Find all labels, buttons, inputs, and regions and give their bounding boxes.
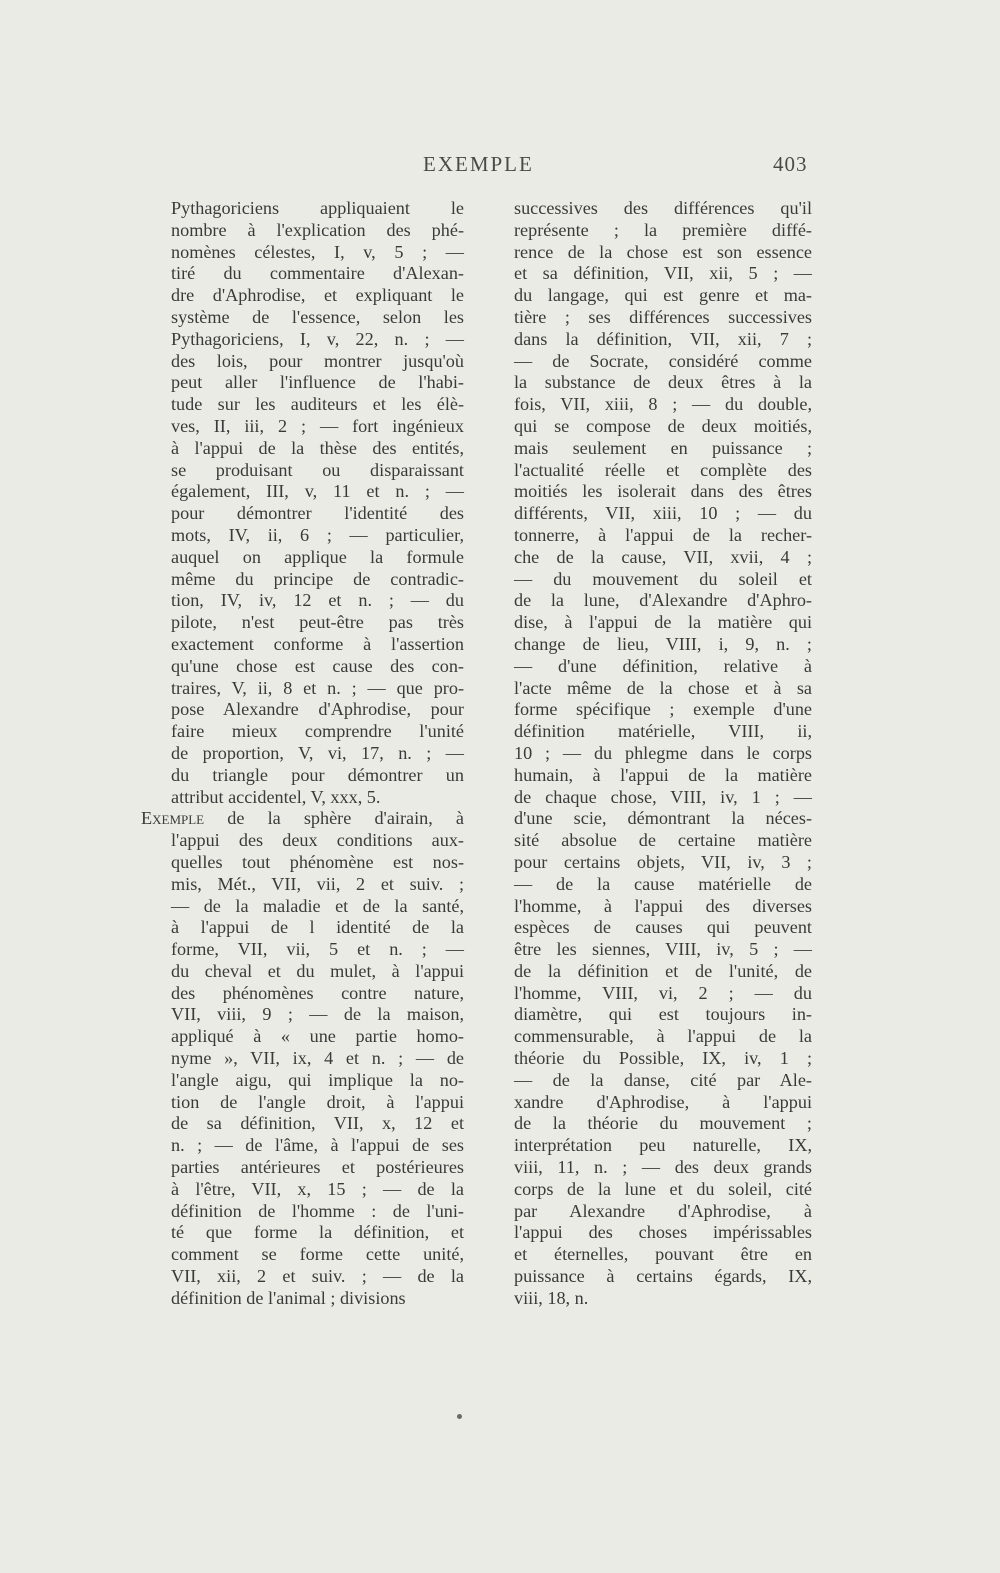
right-column-line: l'actualité réelle et complète des (514, 459, 812, 480)
left-column-line: nombre à l'explication des phé- (171, 219, 464, 240)
left-column-line: peut aller l'influence de l'habi- (171, 372, 464, 393)
right-column-line: — du mouvement du soleil et (514, 568, 812, 589)
right-column-line: mais seulement en puissance ; (514, 437, 812, 458)
right-column-line: xandre d'Aphrodise, à l'appui (514, 1091, 812, 1112)
left-column-line: ves, II, iii, 2 ; — fort ingénieux (171, 415, 464, 436)
right-column-line: — d'une définition, relative à (514, 655, 812, 676)
ink-speck (457, 1414, 462, 1419)
left-column-line: tiré du commentaire d'Alexan- (171, 263, 464, 284)
left-column-line: parties antérieures et postérieures (171, 1157, 464, 1178)
right-column-line: différents, VII, xiii, 10 ; — du (514, 503, 812, 524)
left-column-line: système de l'essence, selon les (171, 306, 464, 327)
left-column-line: pilote, n'est peut-être pas très (171, 612, 464, 633)
right-column-line: che de la cause, VII, xvii, 4 ; (514, 546, 812, 567)
right-column-line: puissance à certains égards, IX, (514, 1266, 812, 1287)
running-title: EXEMPLE (423, 152, 534, 176)
right-column-line: par Alexandre d'Aphrodise, à (514, 1200, 812, 1221)
right-column-line: corps de la lune et du soleil, cité (514, 1178, 812, 1199)
left-column-line: forme, VII, vii, 5 et n. ; — (171, 939, 464, 960)
left-column-line: VII, xii, 2 et suiv. ; — de la (171, 1266, 464, 1287)
left-column-line: à l'appui de la thèse des entités, (171, 437, 464, 458)
left-column-line: des lois, pour montrer jusqu'où (171, 350, 464, 371)
right-column-line: théorie du Possible, IX, iv, 1 ; (514, 1048, 812, 1069)
right-column-line: 10 ; — du phlegme dans le corps (514, 742, 812, 763)
right-column-line: humain, à l'appui de la matière (514, 764, 812, 785)
right-column-line: et éternelles, pouvant être en (514, 1244, 812, 1265)
left-column-line: également, III, v, 11 et n. ; — (171, 481, 464, 502)
right-column-line: l'acte même de la chose et à sa (514, 677, 812, 698)
right-column-line: de la lune, d'Alexandre d'Aphro- (514, 590, 812, 611)
right-column-line: être les siennes, VIII, iv, 5 ; — (514, 939, 812, 960)
right-column-line: commensurable, à l'appui de la (514, 1026, 812, 1047)
right-column-line: d'une scie, démontrant la néces- (514, 808, 812, 829)
left-column-line: dre d'Aphrodise, et expliquant le (171, 285, 464, 306)
right-column-line: espèces de causes qui peuvent (514, 917, 812, 938)
left-column-line: de proportion, V, vi, 17, n. ; — (171, 742, 464, 763)
right-column-line: la substance de deux êtres à la (514, 372, 812, 393)
right-column-line: de la définition et de l'unité, de (514, 960, 812, 981)
right-column-line: l'appui des choses impérissables (514, 1222, 812, 1243)
left-column-line: qu'une chose est cause des con- (171, 655, 464, 676)
right-column-line: diamètre, qui est toujours in- (514, 1004, 812, 1025)
left-column-line: à l'appui de l identité de la (171, 917, 464, 938)
left-column (141, 198, 464, 1310)
left-column-line: Pythagoriciens appliquaient le (171, 198, 464, 218)
left-column-line: tude sur les auditeurs et les élè- (171, 394, 464, 415)
right-column-line: change de lieu, VIII, i, 9, n. ; (514, 633, 812, 654)
right-column (514, 198, 812, 1310)
right-column-line: fois, VII, xiii, 8 ; — du double, (514, 394, 812, 415)
right-column-line: du langage, qui est genre et ma- (514, 285, 812, 306)
left-column-line: n. ; — de l'âme, à l'appui de ses (171, 1135, 464, 1156)
right-column-line: qui se compose de deux moitiés, (514, 415, 812, 436)
right-column-line: de la théorie du mouvement ; (514, 1113, 812, 1134)
left-column-line: du cheval et du mulet, à l'appui (171, 960, 464, 981)
left-column-line: traires, V, ii, 8 et n. ; — que pro- (171, 677, 464, 698)
right-column-line: représente ; la première diffé- (514, 219, 812, 240)
right-column-line: — de la danse, cité par Ale- (514, 1069, 812, 1090)
right-column-line: sité absolue de certaine matière (514, 830, 812, 851)
left-column-line: de sa définition, VII, x, 12 et (171, 1113, 464, 1134)
left-column-line: mis, Mét., VII, vii, 2 et suiv. ; (171, 873, 464, 894)
right-column-line: viii, 11, n. ; — des deux grands (514, 1157, 812, 1178)
left-column-line: Pythagoriciens, I, v, 22, n. ; — (171, 328, 464, 349)
right-column-line: pour certains objets, VII, iv, 3 ; (514, 851, 812, 872)
left-column-line: tion de l'angle droit, à l'appui (171, 1091, 464, 1112)
left-column-line: l'angle aigu, qui implique la no- (171, 1069, 464, 1090)
right-column-line: rence de la chose est son essence (514, 241, 812, 262)
right-column-line: forme spécifique ; exemple d'une (514, 699, 812, 720)
right-column-line: viii, 18, n. (514, 1287, 589, 1308)
left-column-line: pose Alexandre d'Aphrodise, pour (171, 699, 464, 720)
left-column-line: attribut accidentel, V, xxx, 5. (171, 786, 381, 807)
right-column-line: définition matérielle, VIII, ii, (514, 721, 812, 742)
left-column-line: — de la maladie et de la santé, (171, 895, 464, 916)
left-column-line: quelles tout phénomène est nos- (171, 851, 464, 872)
right-column-line: tonnerre, à l'appui de la recher- (514, 524, 812, 545)
right-column-line: de chaque chose, VIII, iv, 1 ; — (514, 786, 812, 807)
right-column-line: dise, à l'appui de la matière qui (514, 612, 812, 633)
left-column-line: Exemple de la sphère d'airain, à (141, 808, 464, 829)
left-column-line: comment se forme cette unité, (171, 1244, 464, 1265)
right-column-line: successives des différences qu'il (514, 198, 812, 218)
right-column-line: — de la cause matérielle de (514, 873, 812, 894)
left-column-line: exactement conforme à l'assertion (171, 633, 464, 654)
left-column-line: pour démontrer l'identité des (171, 503, 464, 524)
page-number: 403 (773, 152, 808, 176)
right-column-line: interprétation peu naturelle, IX, (514, 1135, 812, 1156)
right-column-line: et sa définition, VII, xii, 5 ; — (514, 263, 812, 284)
left-column-line: définition de l'homme : de l'uni- (171, 1200, 464, 1221)
page-header (0, 152, 1000, 182)
left-column-line: à l'être, VII, x, 15 ; — de la (171, 1178, 464, 1199)
left-column-line: même du principe de contradic- (171, 568, 464, 589)
left-column-line: auquel on applique la formule (171, 546, 464, 567)
left-column-line: définition de l'animal ; divisions (171, 1287, 406, 1308)
left-column-line: tion, IV, iv, 12 et n. ; — du (171, 590, 464, 611)
left-column-line: VII, viii, 9 ; — de la maison, (171, 1004, 464, 1025)
right-column-line: l'homme, VIII, vi, 2 ; — du (514, 982, 812, 1003)
left-column-line: mots, IV, ii, 6 ; — particulier, (171, 524, 464, 545)
left-column-line: se produisant ou disparaissant (171, 459, 464, 480)
left-column-line: nyme », VII, ix, 4 et n. ; — de (171, 1048, 464, 1069)
right-column-line: moitiés les isolerait dans des êtres (514, 481, 812, 502)
left-column-line: té que forme la définition, et (171, 1222, 464, 1243)
left-column-line: appliqué à « une partie homo- (171, 1026, 464, 1047)
left-column-line: l'appui des deux conditions aux- (171, 830, 464, 851)
left-column-line: faire mieux comprendre l'unité (171, 721, 464, 742)
right-column-line: dans la définition, VII, xii, 7 ; (514, 328, 812, 349)
right-column-line: — de Socrate, considéré comme (514, 350, 812, 371)
left-column-line: nomènes célestes, I, v, 5 ; — (171, 241, 464, 262)
left-column-line: du triangle pour démontrer un (171, 764, 464, 785)
right-column-line: l'homme, à l'appui des diverses (514, 895, 812, 916)
right-column-line: tière ; ses différences successives (514, 306, 812, 327)
left-column-line: des phénomènes contre nature, (171, 982, 464, 1003)
